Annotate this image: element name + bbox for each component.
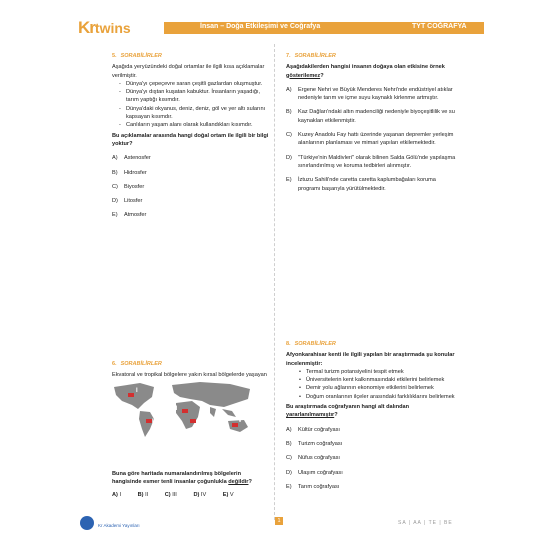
list-item: - Dünya'yı çepeçevre saran çeşitli gazlardan oluşmuştur. xyxy=(112,80,272,88)
option-d[interactable]: D) IV xyxy=(193,491,207,498)
map-label: IV xyxy=(196,421,202,427)
option-d[interactable]: D) Ulaşım coğrafyası xyxy=(286,469,343,476)
question-5-header: 5. SORABİLİRLER xyxy=(112,53,162,59)
world-map xyxy=(110,379,260,441)
list-item: • Üniversitelerin kent kalkınmasındaki etkilerini belirlemek xyxy=(286,376,456,384)
question-6-stem-block xyxy=(112,470,272,499)
option-c[interactable]: C) III xyxy=(164,491,177,498)
publisher-logo-icon xyxy=(80,516,94,530)
page-number: 1 xyxy=(275,517,283,525)
map-label: I xyxy=(136,388,138,394)
list-item: - Canlıların yaşam alanı olarak kullandıkları kısımdır. xyxy=(112,121,272,129)
question-6-intro: Ekvatoral ve tropikal bölgelere yakın kırsal bölgelerde yaşayan xyxy=(112,372,267,379)
map-region-marker xyxy=(128,393,134,397)
question-6-stem: Buna göre haritada numaralandırılmış bölgelerin hangisinde esmer tenli insanlar çoğunlukla değildir? xyxy=(112,471,252,486)
question-7 xyxy=(286,52,456,193)
list-item: • Doğum oranlarının ilçeler arasındaki farklılıklarını belirlemek xyxy=(286,393,456,401)
list-item: • Termal turizm potansiyelini tespit etmek xyxy=(286,368,456,376)
map-label: III xyxy=(152,419,158,425)
option-e[interactable]: E) Atmosfer xyxy=(112,212,147,219)
map-label: V xyxy=(238,418,243,424)
question-5-intro: Aşağıda yeryüzündeki doğal ortamlar ile ilgili kısa açıklamalar verilmiştir. xyxy=(112,64,265,79)
question-7-stem: Aşağıdakilerden hangisi insanın doğaya olan etkisine örnek gösterilemez? xyxy=(286,64,445,79)
option-a[interactable]: A) Astenosfer xyxy=(112,155,151,162)
option-e[interactable]: E) Tarım coğrafyası xyxy=(286,483,340,490)
question-6-options xyxy=(112,491,272,499)
question-7-header: 7. SORABİLİRLER xyxy=(286,53,336,59)
option-d[interactable]: D) Litosfer xyxy=(112,198,143,205)
option-e[interactable]: E) İztuzu Sahili'nde caretta caretta kaplumbağaları koruma programı başarıyla yürütülmektedir. xyxy=(286,177,436,192)
publisher-name: Kr Akademi Yayınları xyxy=(98,523,140,528)
subject-label: TYT COĞRAFYA xyxy=(412,23,467,30)
question-8-header: 8. SORABİLİRLER xyxy=(286,341,336,347)
option-e[interactable]: E) V xyxy=(222,491,234,498)
option-a[interactable]: A) I xyxy=(112,491,122,498)
option-a[interactable]: A) Ergene Nehri ve Büyük Menderes Nehri'nde endüstriyel atıklar nedeniyle tarım ve içme suyu kaynaklı kirlenme artmıştır. xyxy=(286,86,453,102)
question-5-stem: Bu açıklamalar arasında hangi doğal ortam ile ilgili bir bilgi yoktur? xyxy=(112,132,269,147)
option-b[interactable]: B) Kaz Dağları'ndaki altın madenciliği nedeniyle biyoçeşitlilik ve su kaynakları etkilenmiştir. xyxy=(286,109,455,124)
page-title: İnsan – Doğa Etkileşimi ve Coğrafya xyxy=(200,23,321,30)
option-b[interactable]: B) Turizm coğrafyası xyxy=(286,440,343,447)
question-8-stem: Bu araştırmada coğrafyanın hangi alt dalından yararlanılmamıştır? xyxy=(286,404,410,419)
footer-code: SA | AA | TE | BE xyxy=(398,520,453,526)
option-b[interactable]: B) II xyxy=(137,491,149,498)
question-8 xyxy=(286,340,456,491)
question-8-intro: Afyonkarahisar kenti ile ilgili yapılan bir araştırmada şu konular incelenmiştir: xyxy=(286,352,455,367)
option-b[interactable]: B) Hidrosfer xyxy=(112,169,147,176)
option-a[interactable]: A) Kültür coğrafyası xyxy=(286,426,340,433)
option-c[interactable]: C) Kuzey Anadolu Fay hattı üzerinde yaşanan depremler yerleşim alanlarının planlaması ve mimari yapıları etkilemektedir. xyxy=(286,132,454,147)
option-d[interactable]: D) "Türkiye'nin Maldivleri" olarak bilinen Salda Gölü'nde yapılaşma sınırlandırılmış ve koruma tedbirleri alınmıştır. xyxy=(286,154,456,169)
map-label: II xyxy=(174,406,178,412)
list-item: • Demir yolu ağlarının ekonomiye etkilerini belirlemek xyxy=(286,384,456,392)
option-c[interactable]: C) Biyosfer xyxy=(112,183,145,190)
question-5 xyxy=(112,52,272,220)
list-item: - Dünya'yı dıştan kuşatan kabuktur. İnsanların yaşadığı, tarım yaptığı kısımdır. xyxy=(112,88,272,105)
map-region-marker xyxy=(182,409,188,413)
brand-logo: Krtwins xyxy=(78,18,131,37)
question-6-header: 6. SORABİLİRLER xyxy=(112,361,162,367)
list-item: - Dünya'daki okyanus, deniz, deniz, göl ve yer altı sularını kapsayan kısımdır. xyxy=(112,105,272,122)
option-c[interactable]: C) Nüfus coğrafyası xyxy=(286,455,340,462)
column-divider xyxy=(274,44,275,520)
